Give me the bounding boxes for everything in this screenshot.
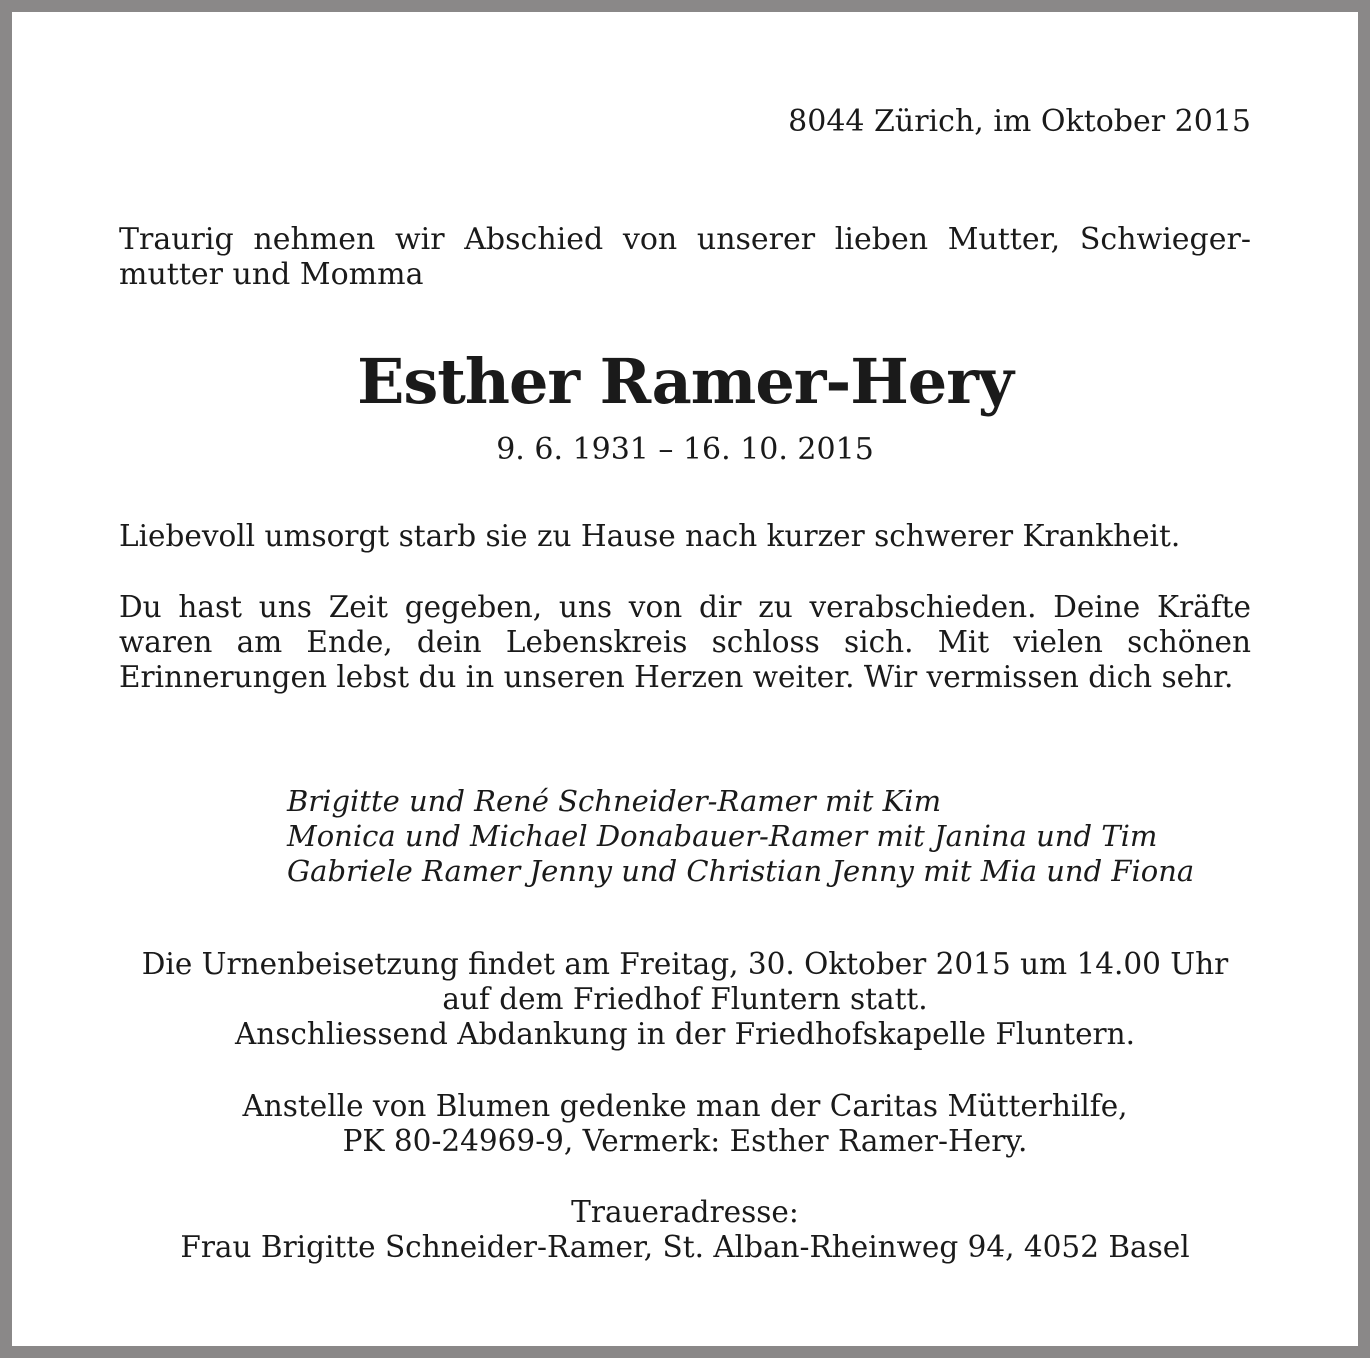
donation-line: PK 80-24969-9, Vermerk: Esther Ramer-Hery. xyxy=(342,1124,1028,1158)
ceremony-line: auf dem Friedhof Fluntern statt. xyxy=(442,982,928,1016)
paragraph-1: Liebevoll umsorgt starb sie zu Hause nach kurzer schwerer Krankheit. xyxy=(119,519,1181,553)
donation-line: Anstelle von Blumen gedenke man der Caritas Mütterhilfe, xyxy=(242,1089,1128,1123)
donation-info xyxy=(12,1089,1358,1159)
family-list xyxy=(287,784,1267,889)
obituary-page xyxy=(12,12,1358,1346)
family-line: Monica und Michael Donabauer-Ramer mit Janina und Tim xyxy=(287,819,1158,853)
mourning-address xyxy=(12,1195,1358,1265)
life-dates: 9. 6. 1931 – 16. 10. 2015 xyxy=(496,432,874,467)
deceased-name: Esther Ramer-Hery xyxy=(357,345,1013,418)
paragraph-2: Du hast uns Zeit gegeben, uns von dir zu verabschieden. Deine Kräfte waren am Ende, dein Lebenskreis schloss sich. Mit vielen schönen Erinnerungen lebst du in unseren Herzen weiter. Wir vermissen dich sehr. xyxy=(119,590,1251,694)
ceremony-line: Anschliessend Abdankung in der Friedhofskapelle Fluntern. xyxy=(234,1017,1136,1051)
place-date: 8044 Zürich, im Oktober 2015 xyxy=(788,104,1251,139)
intro-text: Traurig nehmen wir Abschied von unserer lieben Mutter, Schwieger-mutter und Momma xyxy=(119,222,1251,292)
ceremony-line: Die Urnenbeisetzung findet am Freitag, 30. Oktober 2015 um 14.00 Uhr xyxy=(141,947,1229,981)
ceremony-info xyxy=(12,947,1358,1052)
address-label: Traueradresse: xyxy=(571,1195,799,1229)
family-line: Brigitte und René Schneider-Ramer mit Kim xyxy=(287,784,942,818)
address-line: Frau Brigitte Schneider-Ramer, St. Alban-Rheinweg 94, 4052 Basel xyxy=(180,1230,1190,1264)
family-line: Gabriele Ramer Jenny und Christian Jenny mit Mia und Fiona xyxy=(287,854,1195,888)
